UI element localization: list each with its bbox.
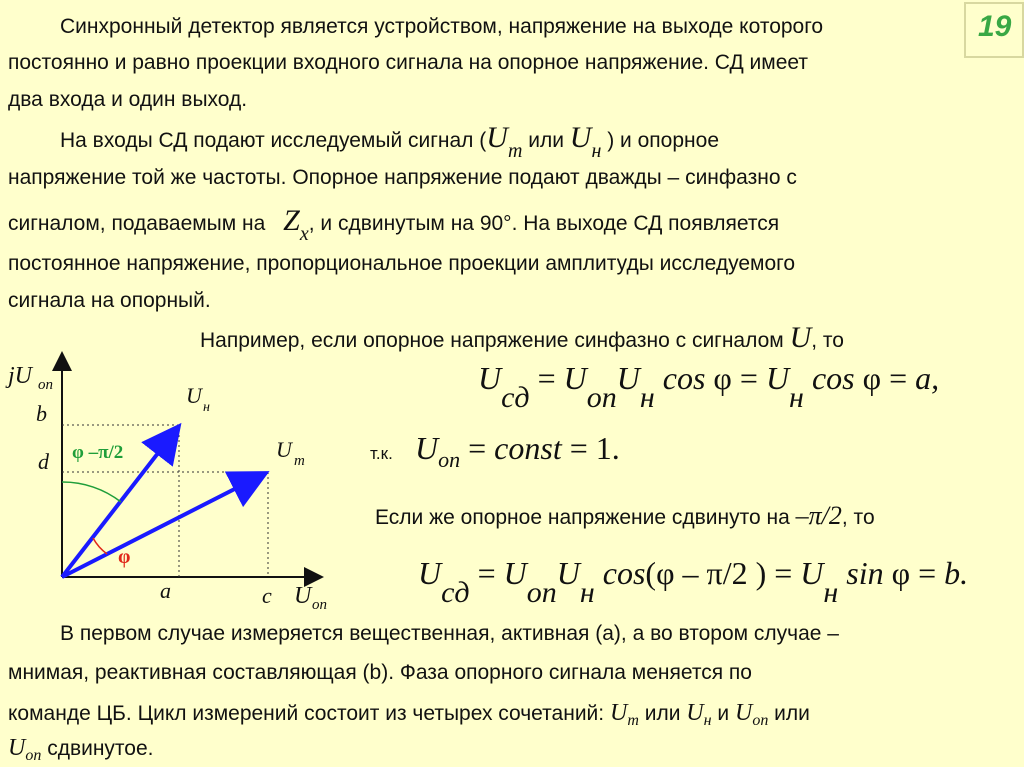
para2-line3	[8, 204, 780, 245]
para2-line1-end: ) и опорное	[607, 129, 719, 152]
y-axis-label: jU	[8, 363, 32, 389]
para2-line3-start: сигналом, подаваемым на	[8, 212, 266, 235]
u-symbol: U	[789, 321, 812, 354]
y-axis-sub: on	[38, 377, 53, 393]
example-tail: , то	[811, 329, 844, 352]
formula-1: Uсд = UonUн cos φ = Uн cos φ = a,	[478, 360, 940, 414]
zx-subscript: x	[299, 223, 309, 245]
c-un-symbol: U	[686, 700, 704, 726]
formula-const: $U_{on}$ = const = 1.	[415, 430, 620, 472]
conclusion-line3-start: команде ЦБ. Цикл измерений состоит из четырех сочетаний:	[8, 702, 605, 725]
un-sub: н	[203, 400, 210, 415]
slide-number: 19	[978, 10, 1012, 43]
or-word: или	[528, 129, 564, 152]
c-um-symbol: U	[609, 700, 628, 726]
x-axis-label: U	[294, 583, 312, 609]
tk-label: т.к.	[370, 444, 393, 463]
c-l4-u-symbol: U	[8, 735, 26, 761]
un-symbol: U	[569, 121, 592, 154]
c-un-sub: н	[703, 712, 712, 729]
shifted-value: –π/2	[795, 501, 842, 530]
shifted-tail: , то	[841, 506, 875, 529]
shifted-line	[375, 503, 875, 531]
un-subscript: н	[591, 140, 602, 162]
label-b: b	[36, 401, 47, 426]
um-vector	[62, 473, 266, 577]
para1-line1: Синхронный детектор является устройством, напряжение на выходе которого	[60, 15, 824, 38]
x-axis-sub: on	[312, 597, 327, 613]
para2-line4: постоянное напряжение, пропорциональное проекции амплитуды исследуемого	[8, 252, 796, 275]
example-text: Например, если опорное напряжение синфазно с сигналом	[200, 329, 784, 352]
shifted-text: Если же опорное напряжение сдвинуто на	[375, 506, 790, 529]
para2-line3-end: , и сдвинутым на 90°. На выходе СД появляется	[308, 212, 780, 235]
para2-line1-start: На входы СД подают исследуемый сигнал (	[60, 129, 487, 152]
conclusion-line2: мнимая, реактивная составляющая (b). Фаза опорного сигнала меняется по	[8, 661, 752, 684]
conclusion-line3	[8, 700, 810, 729]
c-or1: или	[644, 702, 681, 725]
c-uon-symbol: U	[734, 700, 753, 726]
um-symbol: U	[486, 121, 508, 154]
um-label: U	[276, 437, 292, 462]
phi-minus-arc	[62, 482, 121, 502]
c-and: и	[717, 702, 730, 725]
conclusion-line1: В первом случае измеряется вещественная, активная (а), а во втором случае –	[60, 622, 839, 645]
slide-number-box	[964, 2, 1024, 58]
label-a: a	[160, 578, 171, 603]
phi-label: φ	[118, 546, 131, 568]
c-uon-sub: on	[752, 712, 769, 729]
formula-2: Uсд = UonUн cos(φ – π/2 ) = Uн sin φ = b.	[418, 555, 969, 609]
c-l4-sub: on	[25, 747, 42, 764]
para2-line5: сигнала на опорный.	[8, 289, 211, 312]
tk-line	[370, 440, 393, 467]
label-d: d	[38, 449, 49, 474]
c-l4-tail: сдвинутое.	[47, 737, 154, 760]
un-label: U	[186, 383, 202, 408]
c-um-sub: m	[627, 712, 639, 729]
label-c: c	[262, 583, 272, 608]
para1-line2: постоянно и равно проекции входного сигнала на опорное напряжение. СД имеет	[8, 51, 808, 74]
vector-diagram	[0, 345, 360, 620]
phi-arc	[93, 538, 107, 554]
phi-minus-label: φ –π/2	[72, 442, 124, 463]
um-sub: m	[294, 453, 305, 469]
para2-line1	[60, 121, 719, 162]
para2-line2: напряжение той же частоты. Опорное напряжение подают дважды – синфазно с	[8, 166, 797, 189]
um-subscript: m	[507, 140, 523, 162]
zx-symbol: Z	[283, 204, 300, 237]
para1-line3: два входа и один выход.	[8, 88, 248, 111]
conclusion-line4	[8, 735, 154, 764]
c-or2: или	[774, 702, 810, 725]
